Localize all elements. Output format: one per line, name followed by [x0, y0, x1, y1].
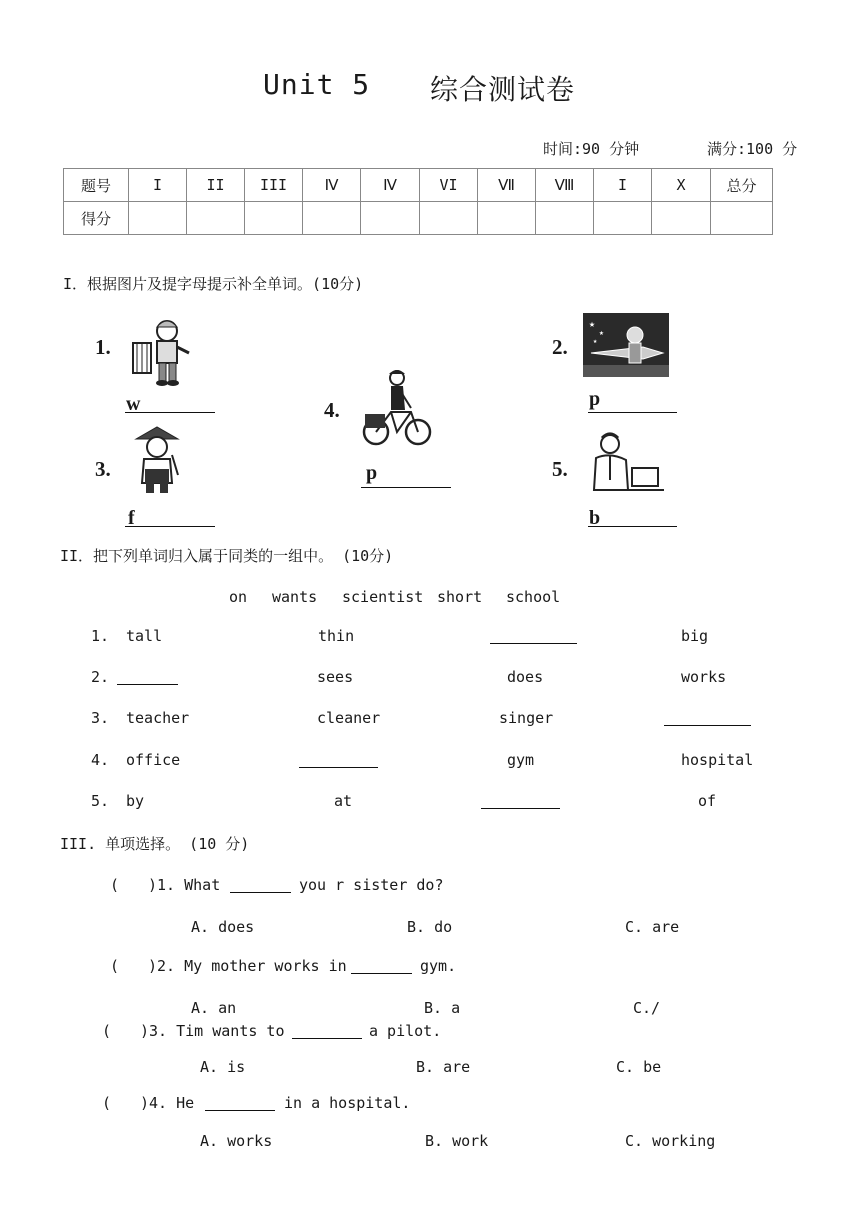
word-cell: big	[681, 627, 709, 645]
question-blank[interactable]	[230, 891, 291, 893]
score-table-cell: Ⅶ	[478, 169, 536, 202]
word-cell: tall	[126, 627, 163, 645]
picture-item-number: 4.	[324, 398, 340, 422]
score-table-header-row	[64, 169, 773, 202]
option-c[interactable]: C./	[633, 999, 661, 1017]
answer-line[interactable]	[588, 526, 677, 527]
unit-label: Unit 5	[263, 68, 371, 101]
answer-line[interactable]	[125, 412, 215, 413]
score-table-cell: I	[594, 169, 652, 202]
score-table-cell: 题号	[64, 169, 129, 202]
page-title: 综合测试卷	[430, 73, 576, 106]
word-cell: teacher	[126, 709, 190, 727]
score-table-cell: X	[652, 169, 711, 202]
score-input-cell[interactable]	[478, 202, 536, 235]
answer-paren[interactable]: (	[102, 1022, 112, 1040]
question-stem: )3. Tim wants to	[140, 1022, 285, 1040]
section2-heading: II．把下列单词归入属于同类的一组中。 (10分)	[60, 547, 394, 565]
word-bank-word: school	[506, 588, 561, 606]
answer-blank[interactable]	[490, 642, 577, 644]
score-table-cell: VI	[420, 169, 478, 202]
question-stem: )1. What	[148, 876, 221, 894]
score-input-cell[interactable]	[652, 202, 711, 235]
score-table-cell: I	[129, 169, 187, 202]
row-number: 4.	[91, 751, 110, 769]
score-input-cell[interactable]	[129, 202, 187, 235]
option-a[interactable]: A. works	[200, 1132, 273, 1150]
score-table-cell: Ⅷ	[536, 169, 594, 202]
score-table-cell: Ⅳ	[303, 169, 361, 202]
option-b[interactable]: B. are	[416, 1058, 471, 1076]
question-stem: in a hospital.	[284, 1094, 411, 1112]
word-cell: gym	[507, 751, 535, 769]
score-input-cell[interactable]	[711, 202, 773, 235]
pilot-jet-icon	[583, 313, 669, 377]
score-input-cell[interactable]	[420, 202, 478, 235]
option-a[interactable]: A. an	[191, 999, 237, 1017]
picture-item-number: 2.	[552, 335, 568, 359]
word-cell: works	[681, 668, 727, 686]
score-table-cell: III	[245, 169, 303, 202]
score-input-cell[interactable]	[245, 202, 303, 235]
question-blank[interactable]	[205, 1109, 275, 1111]
hint-letter: p	[589, 388, 601, 410]
hint-letter: f	[128, 507, 135, 529]
question-stem: )4. He	[140, 1094, 195, 1112]
svg-text:★: ★	[593, 337, 598, 345]
option-c[interactable]: C. are	[625, 918, 680, 936]
question-stem: )2. My mother works in	[148, 957, 347, 975]
answer-paren[interactable]: (	[110, 876, 120, 894]
answer-blank[interactable]	[664, 724, 751, 726]
score-input-cell[interactable]	[187, 202, 245, 235]
question-blank[interactable]	[292, 1037, 362, 1039]
score-input-cell[interactable]	[594, 202, 652, 235]
row-number: 5.	[91, 792, 110, 810]
hint-letter: w	[126, 393, 141, 415]
score-input-cell[interactable]	[303, 202, 361, 235]
row-number: 2.	[91, 668, 110, 686]
word-bank-word: wants	[272, 588, 318, 606]
time-info: 时间:90 分钟	[543, 140, 640, 158]
businessman-phone-icon	[588, 430, 664, 496]
answer-line[interactable]	[125, 526, 215, 527]
row-number: 1.	[91, 627, 110, 645]
farmer-icon	[132, 425, 182, 497]
plumber-worker-icon	[125, 315, 195, 387]
word-bank-word: short	[437, 588, 483, 606]
word-cell: thin	[318, 627, 355, 645]
word-cell: by	[126, 792, 145, 810]
hint-letter: b	[589, 507, 601, 529]
word-cell: singer	[499, 709, 554, 727]
option-b[interactable]: B. do	[407, 918, 453, 936]
postman-bicycle-icon	[361, 368, 433, 448]
option-b[interactable]: B. a	[424, 999, 461, 1017]
answer-paren[interactable]: (	[102, 1094, 112, 1112]
word-cell: at	[334, 792, 353, 810]
option-a[interactable]: A. does	[191, 918, 255, 936]
option-c[interactable]: C. be	[616, 1058, 662, 1076]
score-table-cell: II	[187, 169, 245, 202]
question-stem: you r sister do?	[299, 876, 444, 894]
word-cell: sees	[317, 668, 354, 686]
svg-text:★: ★	[599, 328, 604, 337]
score-table	[63, 168, 773, 235]
option-c[interactable]: C. working	[625, 1132, 716, 1150]
score-table-cell: Ⅳ	[361, 169, 420, 202]
score-table-score-row	[64, 202, 773, 235]
answer-blank[interactable]	[481, 807, 560, 809]
word-cell: does	[507, 668, 544, 686]
question-blank[interactable]	[351, 972, 412, 974]
hint-letter: p	[366, 462, 378, 484]
word-cell: office	[126, 751, 181, 769]
answer-paren[interactable]: (	[110, 957, 120, 975]
score-table-cell: 得分	[64, 202, 129, 235]
question-stem: a pilot.	[369, 1022, 442, 1040]
option-a[interactable]: A. is	[200, 1058, 246, 1076]
score-input-cell[interactable]	[536, 202, 594, 235]
row-number: 3.	[91, 709, 110, 727]
answer-line[interactable]	[361, 487, 451, 488]
answer-line[interactable]	[588, 412, 677, 413]
picture-item-number: 5.	[552, 457, 568, 481]
section3-heading: III. 单项选择。 (10 分)	[60, 835, 250, 853]
word-bank-word: on	[229, 588, 248, 606]
picture-item-number: 1.	[95, 335, 111, 359]
word-bank-word: scientist	[342, 588, 424, 606]
section1-heading: I．根据图片及提字母提示补全单词。(10分)	[63, 275, 364, 293]
word-cell: hospital	[681, 751, 754, 769]
word-cell: of	[698, 792, 717, 810]
word-cell: cleaner	[317, 709, 381, 727]
svg-text:★: ★	[589, 319, 596, 330]
option-b[interactable]: B. work	[425, 1132, 489, 1150]
score-input-cell[interactable]	[361, 202, 420, 235]
answer-blank[interactable]	[299, 766, 378, 768]
score-table-cell: 总分	[711, 169, 773, 202]
score-info: 满分:100 分	[707, 140, 798, 158]
question-stem: gym.	[420, 957, 457, 975]
picture-item-number: 3.	[95, 457, 111, 481]
answer-blank[interactable]	[117, 683, 178, 685]
